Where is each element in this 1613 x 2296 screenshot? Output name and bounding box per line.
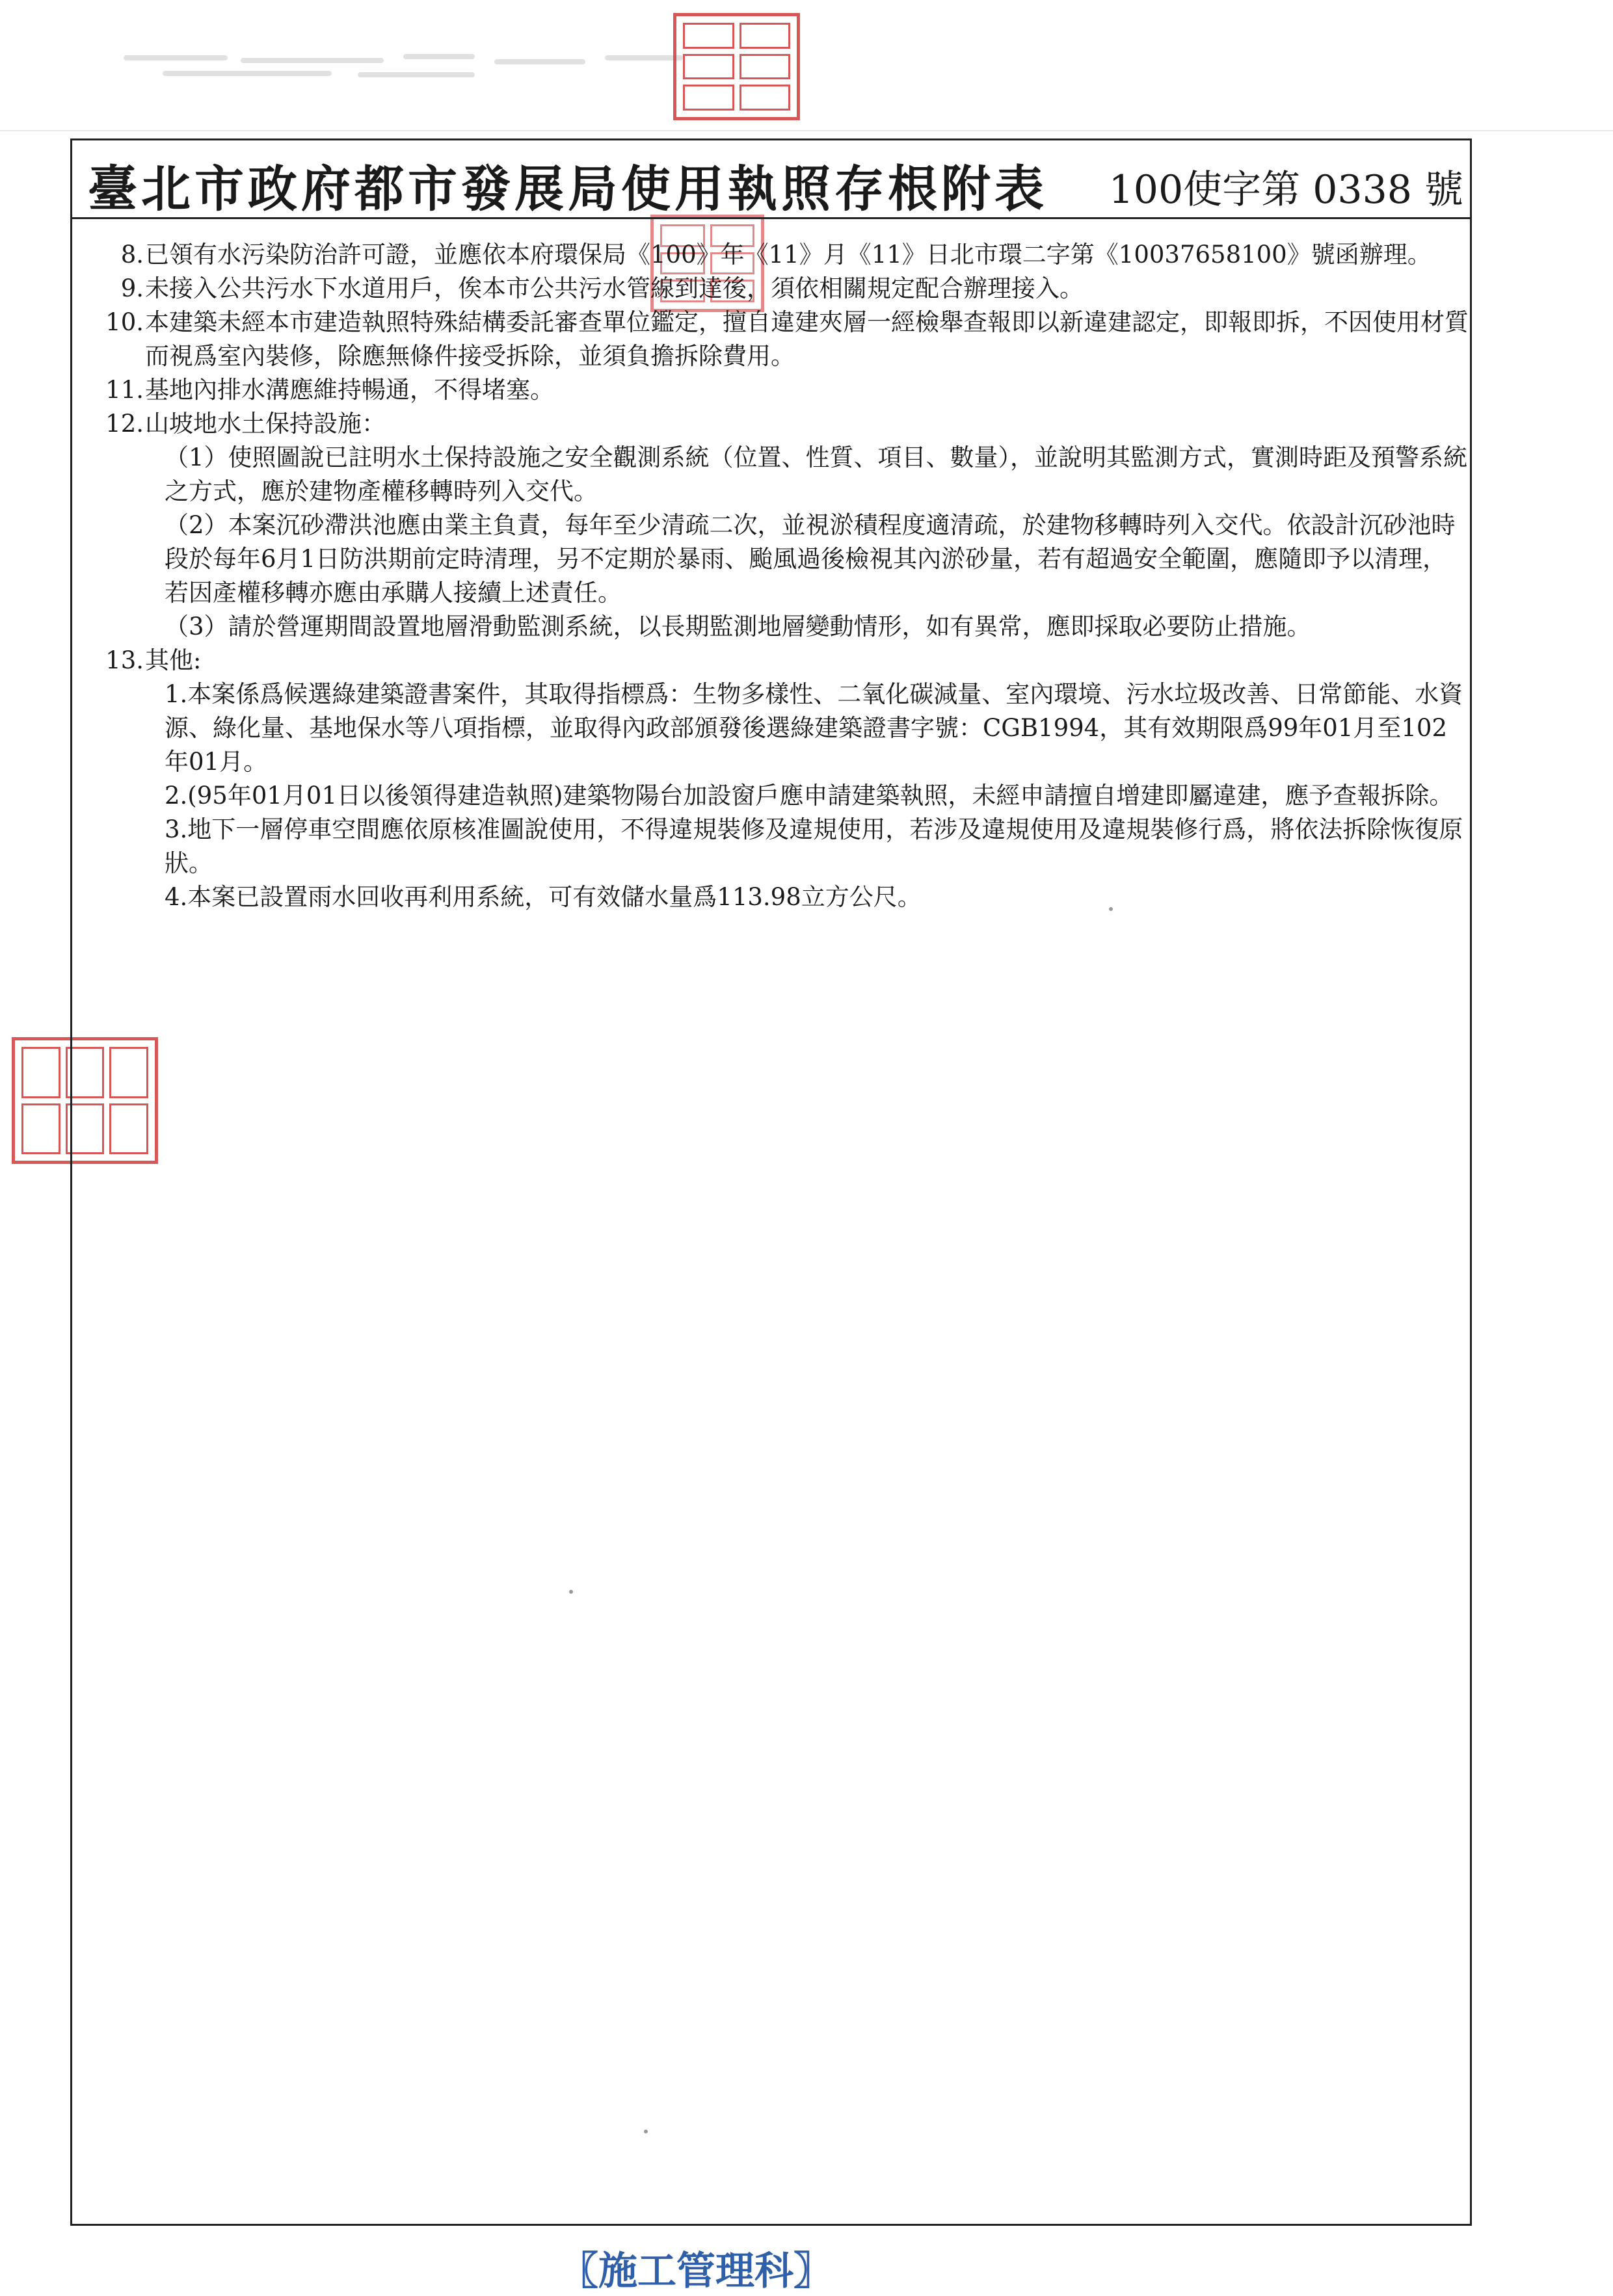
scan-smudge — [124, 49, 696, 88]
scan-speck — [569, 1590, 573, 1594]
section-other — [72, 644, 1471, 914]
scan-speck — [1109, 907, 1113, 911]
official-seal-top — [673, 13, 800, 120]
item-number: 9. — [120, 274, 144, 302]
document-title: 臺北市政府都市發展局使用執照存根附表 — [88, 160, 1048, 218]
scan-edge-line — [0, 130, 1613, 131]
item-number: 12. — [105, 410, 144, 438]
section-slope-conservation — [72, 407, 1471, 644]
list-item — [72, 238, 1471, 272]
document-header — [72, 140, 1470, 219]
item-number: 11. — [105, 376, 144, 404]
list-item — [72, 306, 1471, 373]
section-para: 4.本案已設置雨水回收再利用系統，可有效儲水量爲113.98立方公尺。 — [165, 883, 922, 911]
item-text: 基地內排水溝應維持暢通，不得堵塞。 — [145, 376, 554, 404]
department-stamp — [559, 2240, 833, 2294]
section-para: （2）本案沉砂滯洪池應由業主負責，每年至少清疏二次，並視淤積程度適清疏，於建物移轉時列入交代。依設計沉砂池時段於每年6月1日防洪期前定時清理，另不定期於暴雨、颱風過後檢視其內淤砂量，若有超過安全範圍，應隨即予以清理，若因產權移轉亦應由承購人接續上述責任。 — [165, 511, 1456, 607]
stamp-decoration: 〖 — [559, 2249, 598, 2294]
item-number: 13. — [105, 646, 144, 674]
section-heading: 山坡地水土保持設施： — [145, 410, 386, 438]
section-para: 2.(95年01月01日以後領得建造執照)建築物陽台加設窗戶應申請建築執照，未經申請擅自增建即屬違建，應予查報拆除。 — [165, 782, 1454, 810]
stamp-decoration: 〗 — [793, 2249, 833, 2294]
stamp-text: 施工管理科 — [598, 2249, 793, 2294]
list-item — [72, 272, 1471, 306]
section-para: 3.地下一層停車空間應依原核准圖說使用，不得違規裝修及違規使用，若涉及違規使用及違規裝修行爲，將依法拆除恢復原狀。 — [165, 815, 1463, 877]
item-number: 8. — [120, 241, 144, 269]
item-text: 已領有水污染防治許可證，並應依本府環保局《100》年《11》月《11》日北市環二字第《10037658100》號函辦理。 — [145, 241, 1432, 269]
list-item — [72, 373, 1471, 407]
item-text: 未接入公共污水下水道用戶，俟本市公共污水管線到達後，須依相關規定配合辦理接入。 — [145, 274, 1084, 302]
item-text: 本建築未經本市建造執照特殊結構委託審查單位鑑定，擅自違建夾層一經檢舉查報即以新違建認定，即報即拆，不因使用材質而視爲室內裝修，除應無條件接受拆除，並須負擔拆除費用。 — [145, 308, 1469, 370]
section-para: 1.本案係爲候選綠建築證書案件，其取得指標爲：生物多樣性、二氧化碳減量、室內環境、污水垃圾改善、日常節能、水資源、綠化量、基地保水等八項指標，並取得內政部頒發後選綠建築證書字號：CGB1994，其有效期限爲99年01月至102年01月。 — [165, 680, 1463, 776]
document-frame — [70, 139, 1472, 2226]
document-body — [72, 238, 1471, 914]
document-number: 100使字第 0338 號 — [1108, 167, 1463, 213]
section-heading: 其他: — [145, 646, 202, 674]
scan-speck — [644, 2130, 648, 2133]
item-number: 10. — [105, 308, 144, 336]
section-para: （3）請於營運期間設置地層滑動監測系統，以長期監測地層變動情形，如有異常，應即採取必要防止措施。 — [165, 613, 1311, 640]
section-para: （1）使照圖說已註明水土保持設施之安全觀測系統（位置、性質、項目、數量），並說明其監測方式，實測時距及預警系統之方式，應於建物產權移轉時列入交代。 — [165, 443, 1468, 505]
